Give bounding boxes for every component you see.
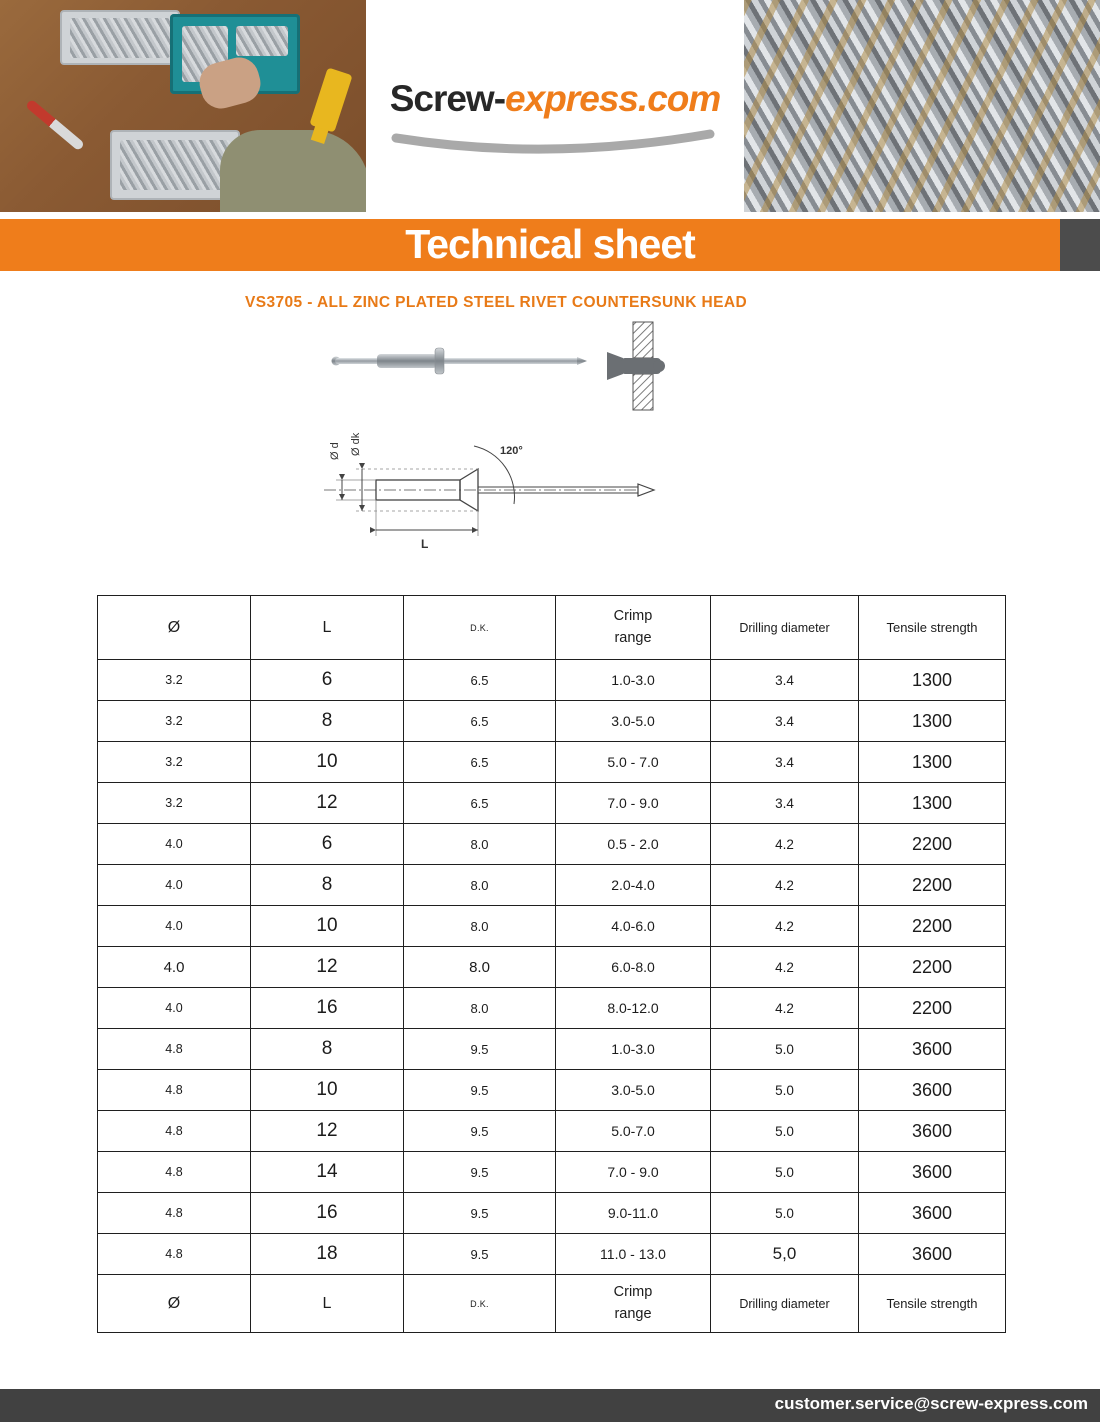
table-row bbox=[98, 906, 1006, 947]
footer-bar bbox=[0, 1389, 1100, 1422]
table-cell: 4.0 bbox=[98, 865, 251, 906]
table-cell: 3.2 bbox=[98, 742, 251, 783]
table-cell: 3600 bbox=[859, 1029, 1006, 1070]
table-cell: 10 bbox=[251, 742, 404, 783]
table-row bbox=[98, 1152, 1006, 1193]
table-cell: 5.0-7.0 bbox=[556, 1111, 711, 1152]
table-cell: 7.0 - 9.0 bbox=[556, 783, 711, 824]
table-cell: 6.0-8.0 bbox=[556, 947, 711, 988]
table-cell: 8.0 bbox=[404, 865, 556, 906]
logo-swoosh bbox=[388, 128, 718, 162]
table-cell: 6.5 bbox=[404, 701, 556, 742]
table-cell: 6.5 bbox=[404, 660, 556, 701]
table-cell: 16 bbox=[251, 1193, 404, 1234]
rivet-photo bbox=[325, 330, 590, 392]
table-row bbox=[98, 1111, 1006, 1152]
footer-header-row bbox=[98, 1275, 1006, 1333]
banner bbox=[0, 219, 1100, 271]
table-cell: 1300 bbox=[859, 742, 1006, 783]
arm bbox=[220, 130, 366, 212]
table-cell: 6.5 bbox=[404, 742, 556, 783]
table-cell: 3.2 bbox=[98, 660, 251, 701]
header-diameter: Ø bbox=[98, 596, 251, 660]
table-cell: 5.0 bbox=[711, 1152, 859, 1193]
table-cell: 3.4 bbox=[711, 660, 859, 701]
table-body bbox=[98, 660, 1006, 1275]
rivet-section-icon bbox=[597, 318, 665, 414]
table-cell: 4.0 bbox=[98, 988, 251, 1029]
table-cell: 4.8 bbox=[98, 1234, 251, 1275]
table-cell: 3.4 bbox=[711, 742, 859, 783]
dim-label-length: L bbox=[421, 537, 429, 551]
screwdriver bbox=[25, 99, 85, 152]
table-row bbox=[98, 824, 1006, 865]
table-cell: 8 bbox=[251, 1029, 404, 1070]
footer-header-crimp-range-label: Crimp range bbox=[613, 1284, 653, 1322]
table-cell: 8.0 bbox=[404, 824, 556, 865]
table-cell: 18 bbox=[251, 1234, 404, 1275]
table-cell: 8.0 bbox=[404, 988, 556, 1029]
footer-header-crimp-range bbox=[556, 1275, 711, 1333]
table-header bbox=[98, 596, 1006, 660]
table-cell: 8.0 bbox=[404, 906, 556, 947]
table-cell: 4.2 bbox=[711, 906, 859, 947]
header-crimp-range bbox=[556, 596, 711, 660]
header-row bbox=[98, 596, 1006, 660]
header-drilling-diameter: Drilling diameter bbox=[711, 596, 859, 660]
table-row bbox=[98, 1234, 1006, 1275]
table-cell: 3600 bbox=[859, 1111, 1006, 1152]
table-cell: 3.2 bbox=[98, 701, 251, 742]
table-cell: 8.0 bbox=[404, 947, 556, 988]
table-row bbox=[98, 742, 1006, 783]
header-dk: D.K. bbox=[404, 596, 556, 660]
table-row bbox=[98, 660, 1006, 701]
table-cell: 9.5 bbox=[404, 1070, 556, 1111]
table-cell: 5.0 bbox=[711, 1193, 859, 1234]
table-row bbox=[98, 865, 1006, 906]
table-cell: 9.5 bbox=[404, 1193, 556, 1234]
table-cell: 4.2 bbox=[711, 865, 859, 906]
drill-graphic bbox=[309, 67, 352, 132]
table-cell: 1.0-3.0 bbox=[556, 660, 711, 701]
workbench-photo bbox=[0, 0, 366, 212]
footer-header-drilling-diameter: Drilling diameter bbox=[711, 1275, 859, 1333]
table-cell: 9.0-11.0 bbox=[556, 1193, 711, 1234]
table-cell: 1.0-3.0 bbox=[556, 1029, 711, 1070]
table-cell: 4.2 bbox=[711, 988, 859, 1029]
product-title: VS3705 - ALL ZINC PLATED STEEL RIVET COUNTERSUNK HEAD bbox=[245, 294, 748, 311]
banner-title: Technical sheet bbox=[405, 221, 695, 267]
screws-in-tray bbox=[70, 18, 170, 58]
dim-label-dk: Ø dk bbox=[350, 432, 362, 456]
table-cell: 3.0-5.0 bbox=[556, 1070, 711, 1111]
logo-area bbox=[366, 0, 744, 212]
table-row bbox=[98, 1029, 1006, 1070]
table-cell: 1300 bbox=[859, 701, 1006, 742]
table-cell: 4.8 bbox=[98, 1193, 251, 1234]
dimension-drawing bbox=[308, 408, 698, 553]
table-cell: 2200 bbox=[859, 988, 1006, 1029]
table-cell: 3600 bbox=[859, 1152, 1006, 1193]
header-length: L bbox=[251, 596, 404, 660]
table-cell: 4.8 bbox=[98, 1152, 251, 1193]
table-cell: 4.0 bbox=[98, 906, 251, 947]
table-cell: 4.8 bbox=[98, 1070, 251, 1111]
logo-text-screw: Screw- bbox=[389, 78, 506, 119]
table-cell: 4.0 bbox=[98, 824, 251, 865]
table-cell: 2200 bbox=[859, 906, 1006, 947]
table-cell: 4.8 bbox=[98, 1111, 251, 1152]
table-cell: 8 bbox=[251, 701, 404, 742]
table-cell: 14 bbox=[251, 1152, 404, 1193]
table-cell: 5.0 bbox=[711, 1029, 859, 1070]
table-cell: 11.0 - 13.0 bbox=[556, 1234, 711, 1275]
table-cell: 5,0 bbox=[711, 1234, 859, 1275]
table-row bbox=[98, 947, 1006, 988]
table-cell: 12 bbox=[251, 947, 404, 988]
table-cell: 8 bbox=[251, 865, 404, 906]
dim-label-d: Ø d bbox=[329, 442, 341, 460]
table-cell: 9.5 bbox=[404, 1111, 556, 1152]
spec-table bbox=[97, 595, 1006, 1333]
table-cell: 1300 bbox=[859, 660, 1006, 701]
footer-header-dk: D.K. bbox=[404, 1275, 556, 1333]
table-cell: 3.2 bbox=[98, 783, 251, 824]
screws-pile-photo bbox=[744, 0, 1100, 212]
logo-text-express: express.com bbox=[505, 78, 721, 119]
table-cell: 9.5 bbox=[404, 1234, 556, 1275]
table-cell: 3.4 bbox=[711, 783, 859, 824]
dim-label-angle: 120° bbox=[500, 445, 523, 457]
footer-header-length: L bbox=[251, 1275, 404, 1333]
table-cell: 4.0-6.0 bbox=[556, 906, 711, 947]
footer-header-diameter: Ø bbox=[98, 1275, 251, 1333]
table-cell: 7.0 - 9.0 bbox=[556, 1152, 711, 1193]
table-cell: 3600 bbox=[859, 1070, 1006, 1111]
table-cell: 10 bbox=[251, 1070, 404, 1111]
table-cell: 1300 bbox=[859, 783, 1006, 824]
table-cell: 3.4 bbox=[711, 701, 859, 742]
table-cell: 16 bbox=[251, 988, 404, 1029]
table-cell: 2200 bbox=[859, 947, 1006, 988]
table-cell: 9.5 bbox=[404, 1152, 556, 1193]
table-cell: 3.0-5.0 bbox=[556, 701, 711, 742]
table-cell: 6 bbox=[251, 660, 404, 701]
screws-in-tray-2 bbox=[120, 140, 230, 190]
header-crimp-range-label: Crimp range bbox=[613, 608, 653, 646]
table-cell: 6.5 bbox=[404, 783, 556, 824]
table-row bbox=[98, 783, 1006, 824]
table-cell: 5.0 bbox=[711, 1070, 859, 1111]
table-cell: 2200 bbox=[859, 824, 1006, 865]
table-cell: 5.0 bbox=[711, 1111, 859, 1152]
table-cell: 4.0 bbox=[98, 947, 251, 988]
table-row bbox=[98, 1070, 1006, 1111]
header-tensile-strength: Tensile strength bbox=[859, 596, 1006, 660]
table-cell: 12 bbox=[251, 783, 404, 824]
table-cell: 0.5 - 2.0 bbox=[556, 824, 711, 865]
logo bbox=[366, 78, 744, 120]
table-cell: 8.0-12.0 bbox=[556, 988, 711, 1029]
footer-header-tensile-strength: Tensile strength bbox=[859, 1275, 1006, 1333]
table-cell: 3600 bbox=[859, 1234, 1006, 1275]
table-cell: 2200 bbox=[859, 865, 1006, 906]
table-cell: 3600 bbox=[859, 1193, 1006, 1234]
contact-email: customer.service@screw-express.com bbox=[774, 1394, 1088, 1413]
table-row bbox=[98, 988, 1006, 1029]
table-cell: 4.2 bbox=[711, 824, 859, 865]
table-footer bbox=[98, 1275, 1006, 1333]
table-cell: 12 bbox=[251, 1111, 404, 1152]
table-cell: 4.2 bbox=[711, 947, 859, 988]
table-row bbox=[98, 1193, 1006, 1234]
table-cell: 5.0 - 7.0 bbox=[556, 742, 711, 783]
table-cell: 9.5 bbox=[404, 1029, 556, 1070]
table-cell: 2.0-4.0 bbox=[556, 865, 711, 906]
table-cell: 10 bbox=[251, 906, 404, 947]
screws-in-box-2 bbox=[236, 26, 288, 56]
table-cell: 4.8 bbox=[98, 1029, 251, 1070]
table-row bbox=[98, 701, 1006, 742]
table-cell: 6 bbox=[251, 824, 404, 865]
